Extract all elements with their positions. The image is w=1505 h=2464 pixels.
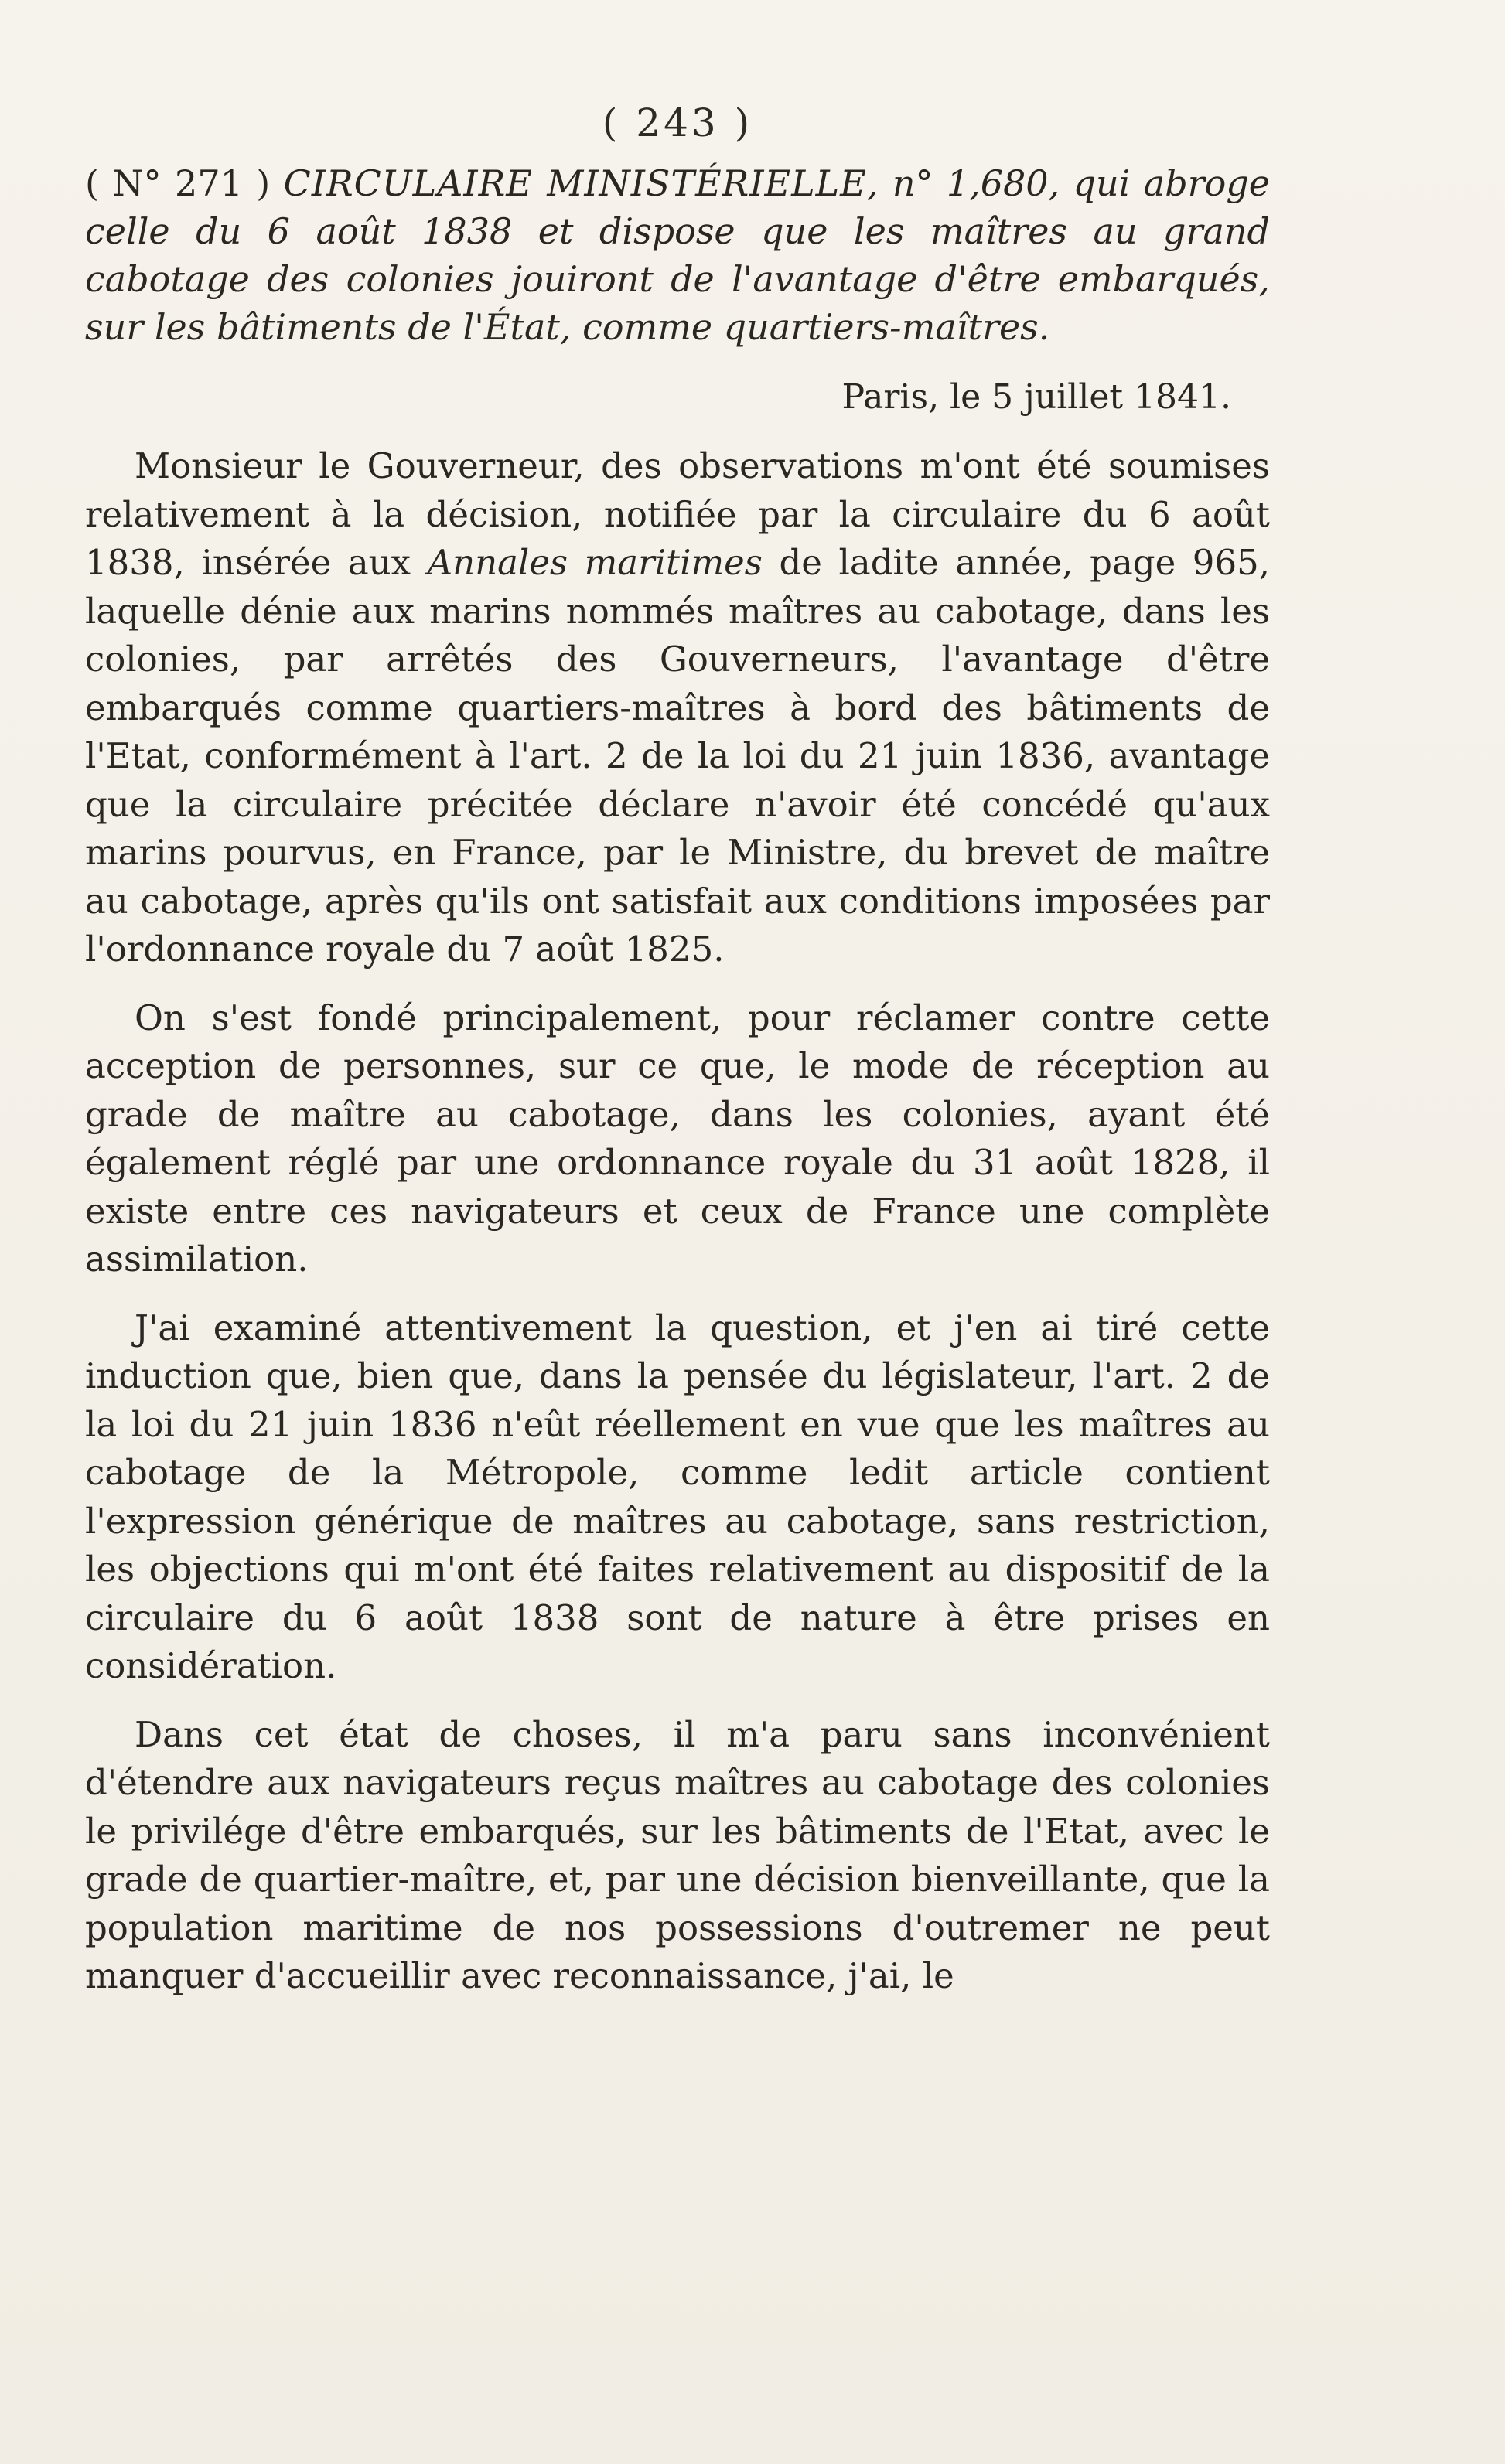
paragraph-1-text-b: de ladite année, page 965, laquelle dénie aux marins nommés maîtres au cabotage, dans les colonies, par arrêtés des Gouverneurs, l'avantage d'être embarqués comme quartiers-maîtres à bord des bâtiments de l'Etat, conformément à l'art. 2 de la loi du 21 juin 1836, avantage que la circulaire précitée déclare n'avoir été concédé qu'aux marins pourvus, en France, par le Ministre, du brevet de maître au cabotage, après qu'ils ont satisfait aux conditions imposées par l'ordonnance royale du 7 août 1825. (85, 542, 1271, 970)
circular-title: CIRCULAIRE MINISTÉRIELLE, (283, 162, 879, 204)
circular-subject: n° 1,680, qui abroge celle du 6 août 1838 et dispose que les maîtres au grand cabotage des colonies jouiront de l'avantage d'être embarqués, sur les bâtiments de l'État, comme quartiers-maîtres. (85, 162, 1271, 348)
text-block (85, 101, 1270, 2021)
paragraph-3: J'ai examiné attentivement la question, et j'en ai tiré cette induction que, bien que, dans la pensée du législateur, l'art. 2 de la loi du 21 juin 1836 n'eût réellement en vue que les maîtres au cabotage de la Métropole, comme ledit article contient l'expression générique de maîtres au cabotage, sans restriction, les objections qui m'ont été faites relativement au dispositif de la circulaire du 6 août 1838 sont de nature à être prises en considération. (85, 1307, 1270, 1686)
paragraph-4: Dans cet état de choses, il m'a paru sans inconvénient d'étendre aux navigateurs reçus maîtres au cabotage des colonies le privilége d'être embarqués, sur les bâtiments de l'Etat, avec le grade de quartier-maître, et, par une décision bienveillante, que la population maritime de nos possessions d'outremer ne peut manquer d'accueillir avec reconnaissance, j'ai, le (85, 1713, 1270, 1996)
circular-heading (85, 159, 1270, 351)
paragraph-1-italic: Annales maritimes (427, 542, 763, 583)
page-number: ( 243 ) (602, 101, 753, 145)
dateline: Paris, le 5 juillet 1841. (841, 377, 1231, 417)
circular-number: ( N° 271 ) (85, 162, 271, 204)
paragraph-1-text-a: Monsieur le Gouverneur, des observations m'ont été soumises relativement à la décision, notifiée par la circulaire du 6 août 1838, insérée aux (85, 445, 1270, 583)
paragraph-2: On s'est fondé principalement, pour réclamer contre cette acception de personnes, sur ce que, le mode de réception au grade de maître au cabotage, dans les colonies, ayant été également réglé par une ordonnance royale du 31 août 1828, il existe entre ces navigateurs et ceux de France une complète assimilation. (85, 997, 1270, 1280)
paragraph-1 (85, 442, 1270, 974)
